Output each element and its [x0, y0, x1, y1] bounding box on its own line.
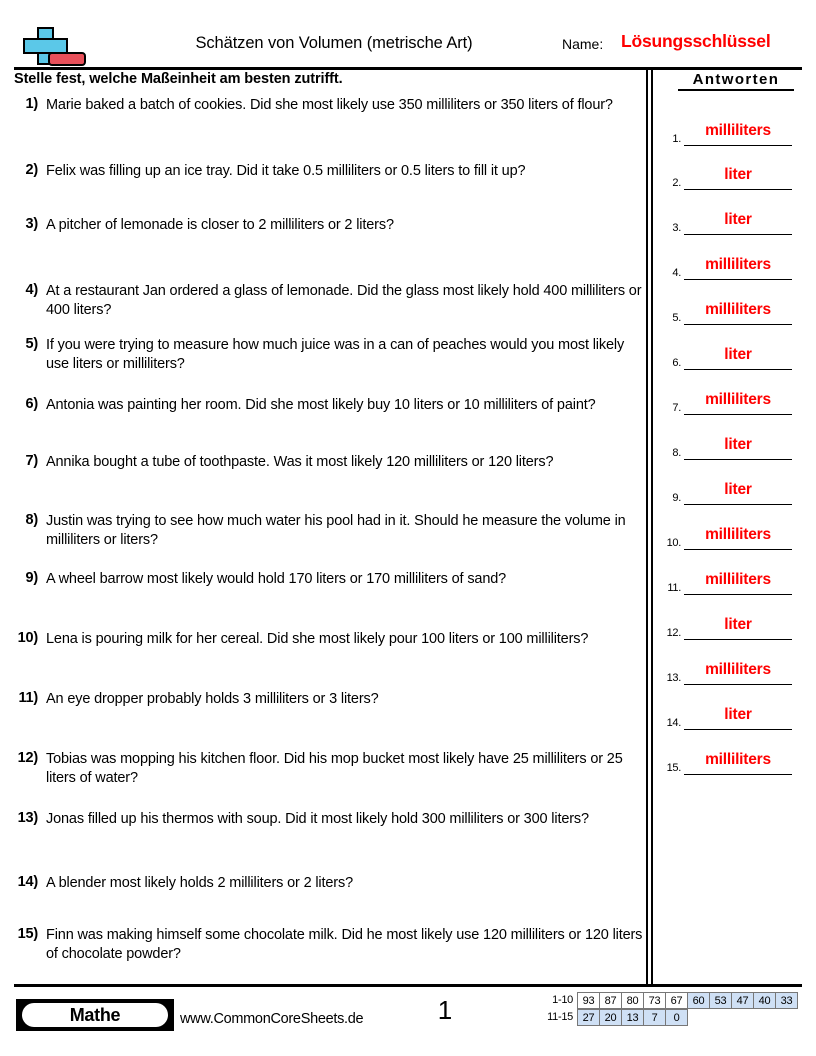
answer-number: 15.: [666, 762, 681, 774]
question-number: 4): [25, 282, 38, 298]
question-text: An eye dropper probably holds 3 milliliters or 3 liters?: [46, 691, 379, 707]
answer-value: milliliters: [705, 256, 771, 273]
answer-item: [655, 430, 795, 460]
grading-scale-cell: 33: [775, 992, 798, 1009]
page-header: [14, 26, 802, 66]
question-text: A wheel barrow most likely would hold 170 liters or 170 milliliters of sand?: [46, 571, 507, 587]
answer-blank-line[interactable]: [684, 388, 792, 415]
question-number: 5): [25, 336, 38, 352]
answers-list: [655, 96, 800, 776]
column-divider: [646, 68, 653, 984]
question-number: 15): [17, 926, 38, 942]
grading-scale-table: [532, 992, 798, 1026]
answer-blank-line[interactable]: [684, 433, 792, 460]
questions-list: [14, 96, 644, 976]
answer-item: [655, 520, 795, 550]
question-item: [14, 216, 644, 235]
answer-number: 11.: [667, 582, 681, 594]
question-number: 13): [17, 810, 38, 826]
answer-value: milliliters: [705, 391, 771, 408]
name-label: Name:: [562, 36, 604, 52]
answer-blank-line[interactable]: [684, 613, 792, 640]
question-text: Lena is pouring milk for her cereal. Did she most likely pour 100 liters or 100 milliliters?: [46, 631, 589, 647]
answer-number: 8.: [672, 447, 681, 459]
subject-badge-label: Mathe: [69, 1005, 121, 1025]
answer-blank-line[interactable]: [684, 298, 792, 325]
answer-item: [655, 610, 795, 640]
answer-number: 4.: [672, 267, 681, 279]
grading-scale-cell: 40: [753, 992, 776, 1009]
grading-scale-cell: 0: [665, 1009, 688, 1026]
answer-item: [655, 745, 795, 775]
answer-value: milliliters: [705, 526, 771, 543]
question-item: [14, 453, 644, 472]
question-number: 12): [17, 750, 38, 766]
answer-blank-line[interactable]: [684, 523, 792, 550]
answer-item: [655, 475, 795, 505]
answer-item: [655, 385, 795, 415]
grading-scale-cell: 53: [709, 992, 732, 1009]
answer-blank-line[interactable]: [684, 658, 792, 685]
answer-item: [655, 295, 795, 325]
answer-number: 3.: [672, 222, 681, 234]
grading-scale-cell: 20: [599, 1009, 622, 1026]
question-number: 6): [25, 396, 38, 412]
grading-scale-cell: 80: [621, 992, 644, 1009]
question-number: 10): [17, 630, 38, 646]
question-item: [14, 874, 644, 893]
answer-item: [655, 250, 795, 280]
answer-number: 12.: [666, 627, 681, 639]
question-text: Marie baked a batch of cookies. Did she most likely use 350 milliliters or 350 liters of flour?: [46, 97, 613, 113]
answer-number: 5.: [672, 312, 681, 324]
answer-number: 2.: [672, 177, 681, 189]
question-text: A pitcher of lemonade is closer to 2 milliliters or 2 liters?: [46, 217, 394, 233]
question-number: 1): [25, 96, 38, 112]
answer-item: [655, 565, 795, 595]
instruction-text: Stelle fest, welche Maßeinheit am besten zutrifft.: [14, 71, 343, 87]
question-text: Finn was making himself some chocolate milk. Did he most likely use 120 milliliters or 120 liters of chocolate powder?: [46, 927, 643, 962]
answer-blank-line[interactable]: [684, 748, 792, 775]
page-number: 1: [437, 995, 453, 1025]
grading-scale-range-label: 11-15: [547, 1011, 573, 1023]
answer-value: milliliters: [705, 122, 771, 139]
grading-scale-cell: 87: [599, 992, 622, 1009]
answer-blank-line[interactable]: [684, 253, 792, 280]
answer-value: liter: [724, 436, 752, 453]
question-item: [14, 512, 644, 550]
grading-scale-cell: 27: [577, 1009, 600, 1026]
answer-blank-line[interactable]: [684, 703, 792, 730]
subject-badge: [16, 999, 174, 1031]
question-item: [14, 162, 644, 181]
question-text: If you were trying to measure how much juice was in a can of peaches would you most likely use liters or milliliters?: [46, 337, 625, 372]
grading-scale-cell: 60: [687, 992, 710, 1009]
question-text: Tobias was mopping his kitchen floor. Did his mop bucket most likely have 25 milliliters or 25 liters of water?: [46, 751, 623, 786]
question-item: [14, 282, 644, 320]
grading-scale-cell: 67: [665, 992, 688, 1009]
answer-item: [655, 655, 795, 685]
answer-number: 10.: [666, 537, 681, 549]
answer-number: 13.: [666, 672, 681, 684]
question-text: Antonia was painting her room. Did she most likely buy 10 liters or 10 milliliters of paint?: [46, 397, 596, 413]
answer-item: [655, 160, 795, 190]
answer-value: liter: [724, 346, 752, 363]
answer-value: liter: [724, 616, 752, 633]
answer-value: milliliters: [705, 751, 771, 768]
grading-scale-cell: 93: [577, 992, 600, 1009]
question-number: 8): [25, 512, 38, 528]
answer-item: [655, 205, 795, 235]
question-item: [14, 96, 644, 115]
grading-scale-row: [532, 992, 798, 1009]
question-item: [14, 810, 644, 829]
question-number: 2): [25, 162, 38, 178]
question-item: [14, 570, 644, 589]
grading-scale-row: [532, 1009, 798, 1026]
grading-scale-cell: 47: [731, 992, 754, 1009]
question-item: [14, 336, 644, 374]
page-title: Schätzen von Volumen (metrische Art): [195, 34, 473, 52]
website-url: www.CommonCoreSheets.de: [180, 1011, 364, 1027]
answer-value: liter: [724, 166, 752, 183]
question-text: Annika bought a tube of toothpaste. Was it most likely 120 milliliters or 120 liters?: [46, 454, 554, 470]
answer-value: liter: [724, 211, 752, 228]
question-text: Felix was filling up an ice tray. Did it take 0.5 milliliters or 0.5 liters to fill it up?: [46, 163, 526, 179]
grading-scale-range-label: 1-10: [552, 994, 573, 1006]
question-item: [14, 690, 644, 709]
question-number: 11): [18, 690, 38, 706]
answer-value: milliliters: [705, 301, 771, 318]
answer-value: liter: [724, 706, 752, 723]
question-number: 3): [25, 216, 38, 232]
answer-value: milliliters: [705, 661, 771, 678]
footer-divider-rule: [14, 984, 802, 987]
header-divider-rule: [14, 67, 802, 70]
answer-value: milliliters: [705, 571, 771, 588]
answer-number: 7.: [672, 402, 681, 414]
question-number: 9): [25, 570, 38, 586]
question-item: [14, 630, 644, 649]
question-text: Justin was trying to see how much water his pool had in it. Should he measure the volume in milliliters or liters?: [46, 513, 626, 548]
subject-badge-pill: [22, 1003, 168, 1027]
answer-blank-line[interactable]: [684, 478, 792, 505]
answers-column-heading: Antworten: [678, 71, 794, 91]
question-number: 7): [25, 453, 38, 469]
grading-scale-cell: 13: [621, 1009, 644, 1026]
name-field-value: Lösungsschlüssel: [621, 31, 771, 51]
red-bar-icon: [48, 52, 86, 66]
question-item: [14, 750, 644, 788]
answer-number: 9.: [672, 492, 681, 504]
grading-scale-cell: 73: [643, 992, 666, 1009]
answer-blank-line[interactable]: [684, 343, 792, 370]
answer-number: 1.: [672, 133, 681, 145]
grading-scale-cell: 7: [643, 1009, 666, 1026]
answer-blank-line[interactable]: [684, 568, 792, 595]
question-text: A blender most likely holds 2 milliliters or 2 liters?: [46, 875, 353, 891]
question-text: At a restaurant Jan ordered a glass of lemonade. Did the glass most likely hold 400 milliliters or 400 liters?: [46, 283, 642, 318]
answer-item: [655, 116, 795, 146]
answer-item: [655, 700, 795, 730]
answer-number: 14.: [666, 717, 681, 729]
answer-number: 6.: [672, 357, 681, 369]
answer-blank-line[interactable]: [684, 208, 792, 235]
question-item: [14, 926, 644, 964]
question-number: 14): [17, 874, 38, 890]
answer-item: [655, 340, 795, 370]
answer-blank-line[interactable]: [684, 119, 792, 146]
question-text: Jonas filled up his thermos with soup. Did it most likely hold 300 milliliters or 300 liters?: [46, 811, 589, 827]
answer-value: liter: [724, 481, 752, 498]
question-item: [14, 396, 644, 415]
answer-blank-line[interactable]: [684, 163, 792, 190]
